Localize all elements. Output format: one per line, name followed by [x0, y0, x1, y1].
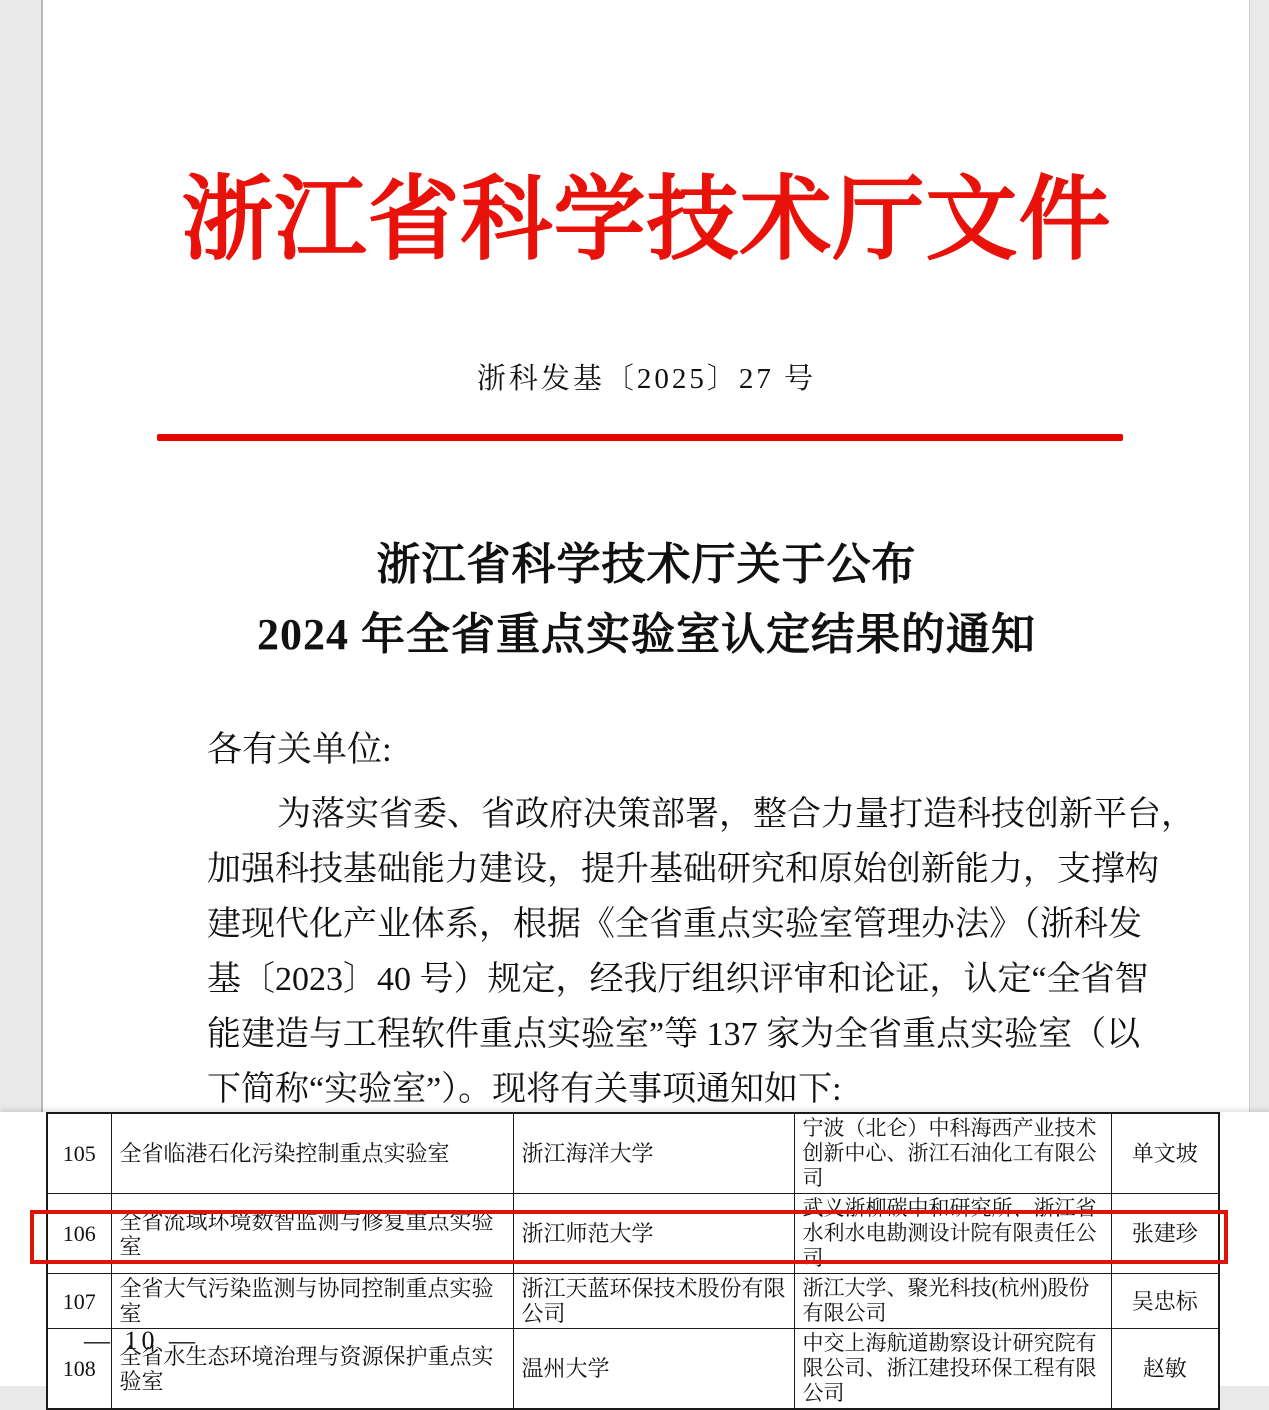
lab-name: 全省水生态环境治理与资源保护重点实验室: [111, 1329, 513, 1410]
salutation: 各有关单位:: [207, 730, 392, 769]
table-row-106: [47, 1194, 1219, 1274]
host-institution: 浙江天蓝环保技术股份有限公司: [513, 1274, 794, 1329]
table-row-108: [47, 1329, 1219, 1410]
body-line-3: 建现代化产业体系，根据《全省重点实验室管理办法》（浙科发: [207, 906, 1142, 943]
notice-title-line1: 浙江省科学技术厅关于公布: [376, 540, 917, 589]
body-line-4: 基〔2023〕40 号）规定，经我厅组织评审和论证，认定“全省智: [207, 961, 1149, 998]
lab-name: 全省流域环境数智监测与修复重点实验室: [111, 1194, 513, 1274]
lab-name: 全省大气污染监测与协同控制重点实验室: [111, 1274, 513, 1329]
lab-director: 吴忠标: [1111, 1274, 1219, 1329]
partner-units: 武义浙柳碳中和研究所、浙江省水利水电勘测设计院有限责任公司: [794, 1194, 1111, 1274]
body-line-1: 为落实省委、省政府决策部署，整合力量打造科技创新平台，: [277, 796, 1195, 833]
partner-units: 中交上海航道勘察设计研究院有限公司、浙江建投环保工程有限公司: [794, 1329, 1111, 1410]
table-row-105: [47, 1113, 1219, 1194]
lab-director: 赵敏: [1111, 1329, 1219, 1410]
row-number: 106: [47, 1194, 111, 1274]
body-line-5: 能建造与工程软件重点实验室”等 137 家为全省重点实验室（以: [207, 1016, 1141, 1053]
partner-units: 浙江大学、聚光科技(杭州)股份有限公司: [794, 1274, 1111, 1329]
partner-units: 宁波（北仑）中科海西产业技术创新中心、浙江石油化工有限公司: [794, 1113, 1111, 1194]
lab-name: 全省临港石化污染控制重点实验室: [111, 1113, 513, 1194]
row-number: 108: [47, 1329, 111, 1410]
lab-director: 单文坡: [1111, 1113, 1219, 1194]
body-line-6: 下简称“实验室”）。现将有关事项通知如下:: [207, 1071, 842, 1108]
document-number: 浙科发基〔2025〕27 号: [476, 363, 817, 395]
lab-results-table: [46, 1112, 1220, 1410]
row-number: 105: [47, 1113, 111, 1194]
host-institution: 浙江海洋大学: [513, 1113, 794, 1194]
body-line-2: 加强科技基础能力建设，提升基础研究和原始创新能力，支撑构: [207, 851, 1159, 888]
red-divider-rule: [157, 434, 1123, 441]
notice-title-line2: 2024 年全省重点实验室认定结果的通知: [257, 610, 1036, 659]
table-row-107-highlighted: [47, 1274, 1219, 1329]
host-institution: 温州大学: [513, 1329, 794, 1410]
row-number: 107: [47, 1274, 111, 1329]
document-header-title: 浙江省科学技术厅文件: [181, 169, 1112, 271]
lab-director: 张建珍: [1111, 1194, 1219, 1274]
host-institution: 浙江师范大学: [513, 1194, 794, 1274]
page-number: — 10 —: [84, 1326, 199, 1355]
